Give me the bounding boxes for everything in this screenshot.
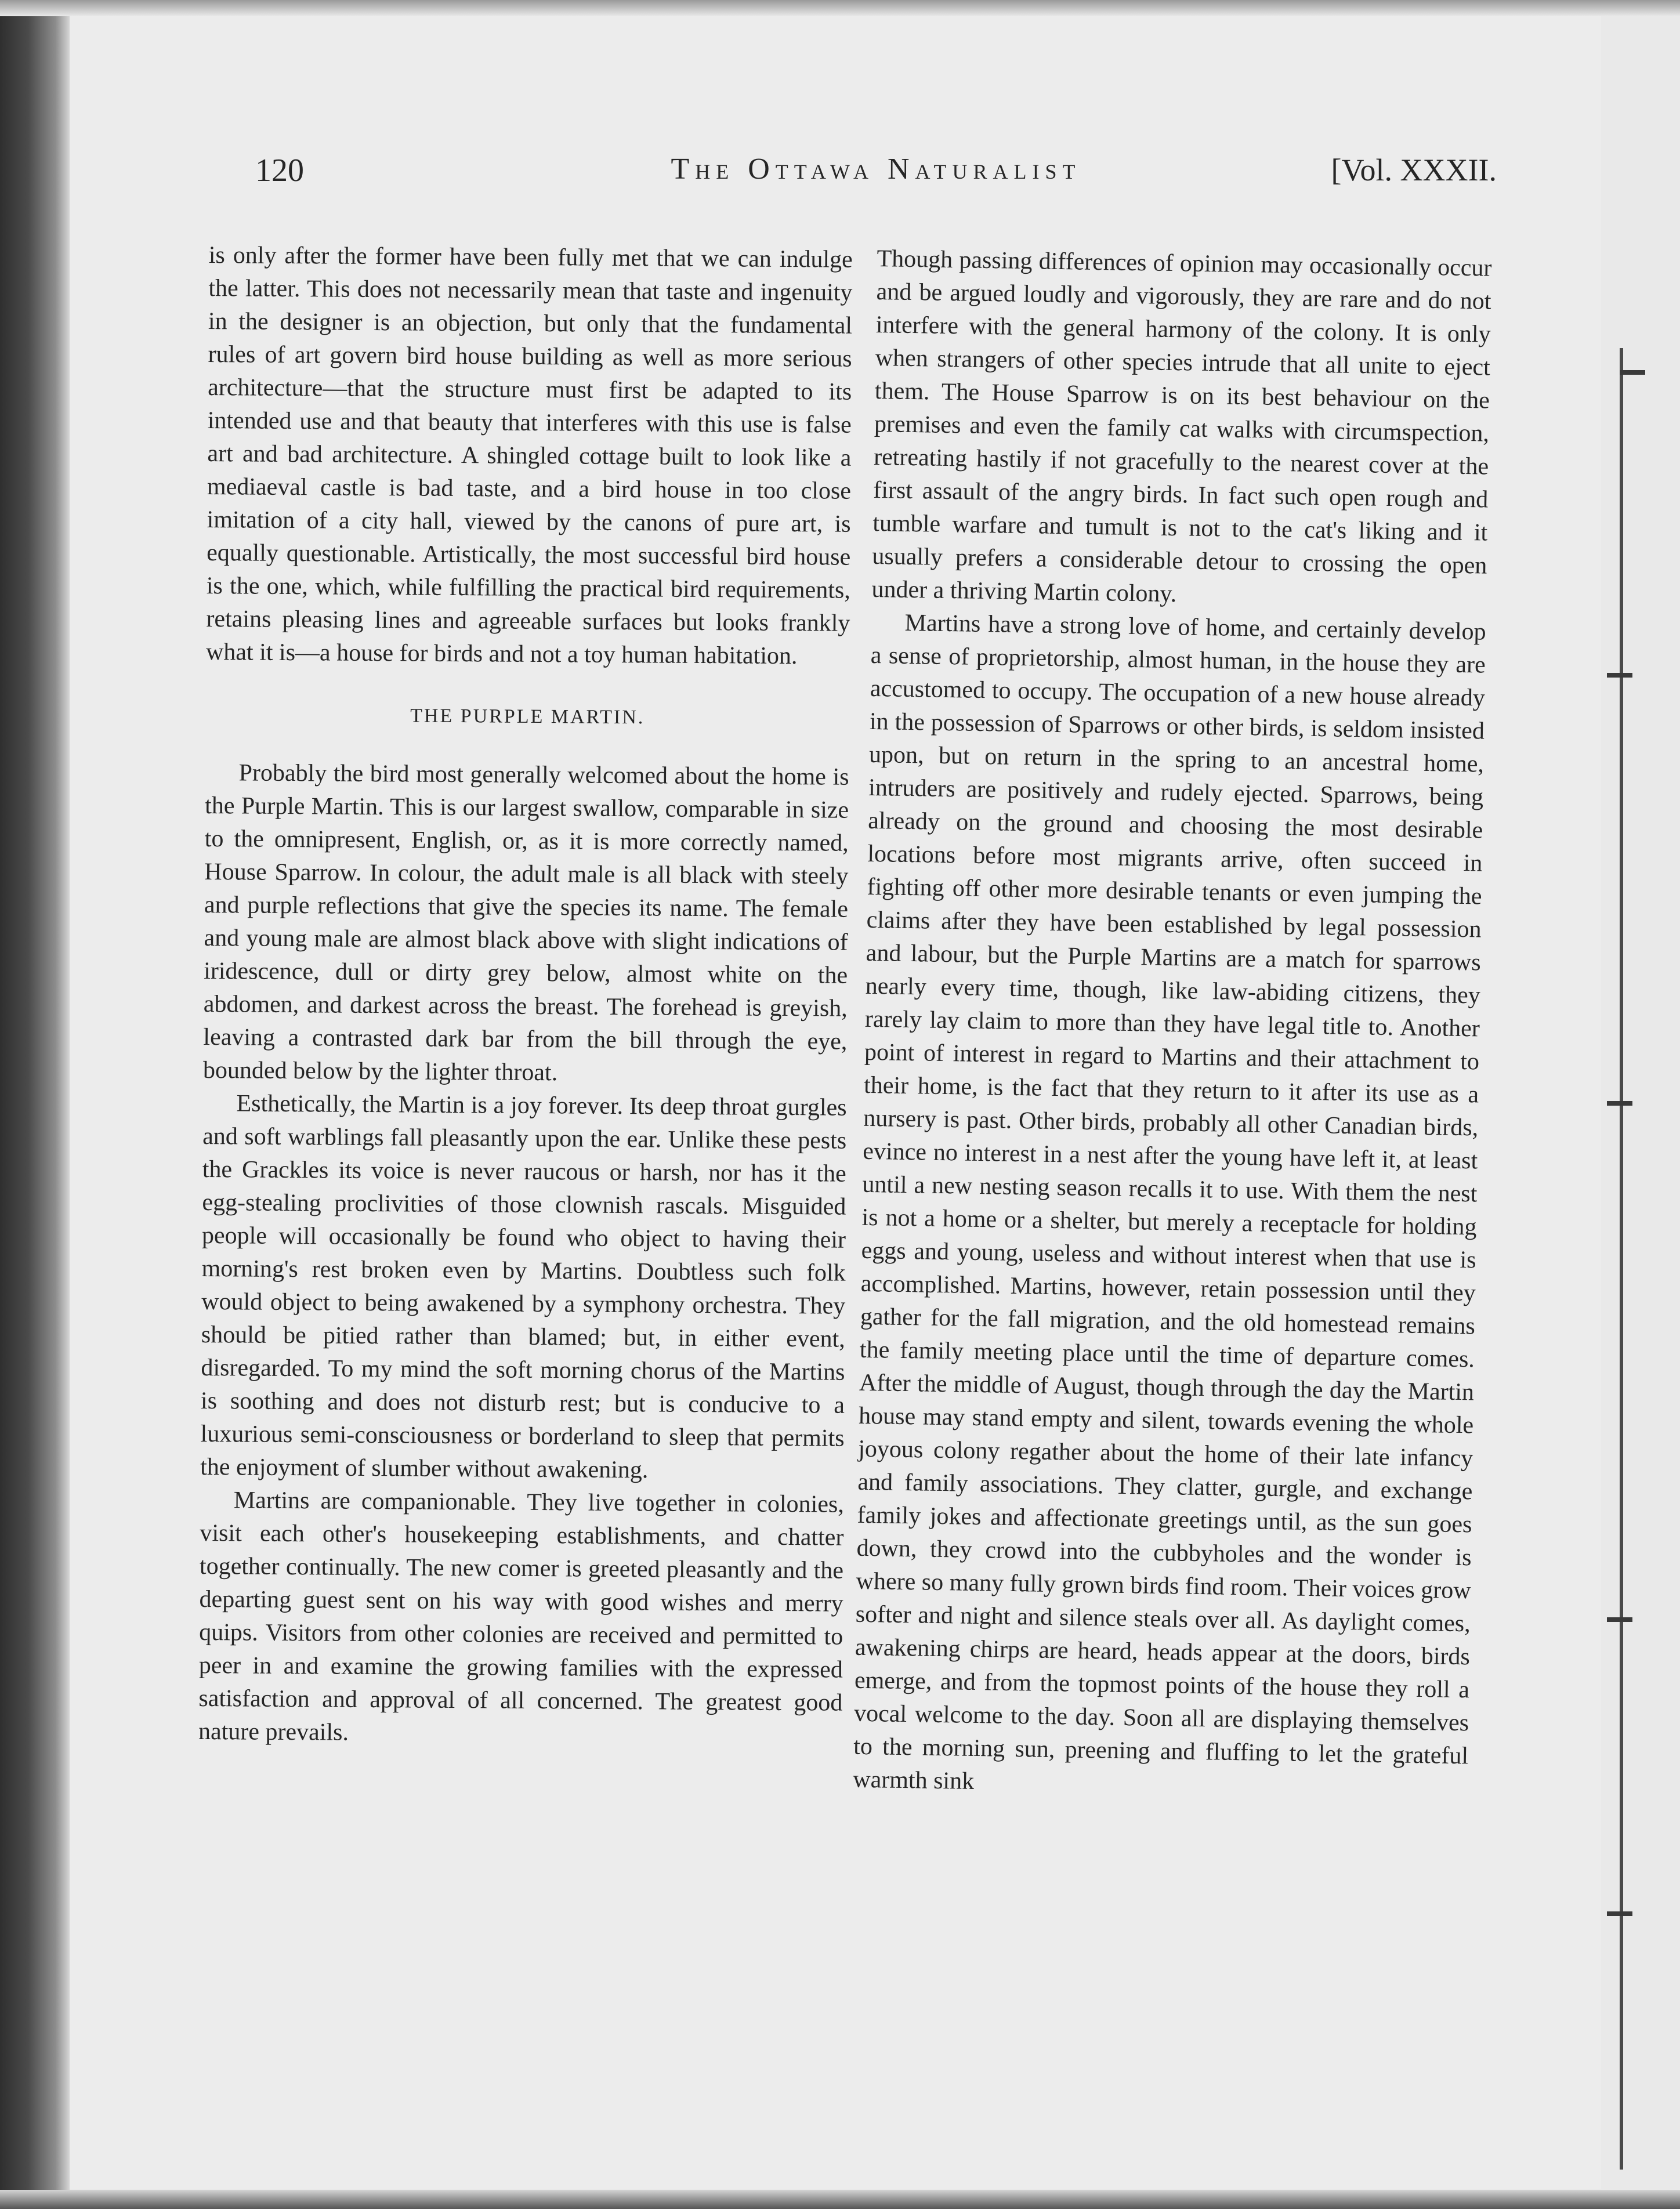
journal-title: The Ottawa Naturalist <box>671 153 1081 186</box>
paragraph: Martins have a strong love of home, and certainly develop a sense of proprietorship, almost human, in the house they are accustomed to occupy. The occupation of a new house already in the possession of Sparrows or other birds, is seldom insisted upon, but on return in the spring to an ancestral home, intruders are positively and rudely ejected. Sparrows, being already on the ground and choosing the most desirable locations before most migrants arrive, often succeed in fighting off other more desirable tenants or even jumping the claims after they have been established by legal possession and labour, but the Purple Martins are a match for sparrows nearly every time, though, like law-abiding citizens, they rarely lay claim to more than they have legal title to. Another point of interest in regard to Martins and their attachment to their home, is the fact that they return to it after its use as a nursery is past. Other birds, probably all other Canadian birds, evince no interest in a nest after the young have left it, at least until a new nesting season recalls it to use. With them the nest is not a home or a shelter, but merely a receptacle for holding eggs and young, useless and without interest when that use is accomplished. Martins, however, retain possession until they gather for the fall migration, and the old homestead remains the family meeting place until the time of departure comes. After the middle of August, though through the day the Martin house may stand empty and silent, towards evening the whole joyous colony regather about the home of their late infancy and family associations. They clatter, gurgle, and exchange family jokes and affectionate greetings until, as the sun goes down, they crowd into the cubbyholes and the wonder is where so many fully grown birds find room. Their voices grow softer and night and silence steals over all. As daylight comes, awakening chirps are heard, heads appear at the doors, birds emerge, and from the topmost points of the house they roll a vocal welcome to the day. Soon all are displaying themselves to the morning sun, preening and fluffing to let the grateful warmth sink <box>853 609 1486 1795</box>
binding-tick <box>1607 673 1632 678</box>
paragraph: Martins are companionable. They live together in colonies, visit each other's housekeeping establishments, and chatter together continually. The new comer is greeted pleasantly and the departing guest sent on his way with good wishes and merry quips. Visitors from other colonies are received and permitted to peer in and examine the growing families with the expressed satisfaction and approval of all concerned. The greatest good nature prevails. <box>198 1487 844 1746</box>
paragraph: Probably the bird most generally welcomed about the home is the Purple Martin. This is our largest swallow, comparable in size to the omnipresent, English, or, as it is more correctly named, House Sparrow. In colour, the adult male is all black with steely and purple reflections that give the species its name. The female and young male are almost black above with slight indications of iridescence, dull or dirty grey below, almost white on the abdomen, and darkest across the breast. The forehead is greyish, leaving a contrasted dark bar from the bill through the eye, bounded below by the lighter throat. <box>202 759 849 1087</box>
section-heading: THE PURPLE MARTIN. <box>410 705 645 729</box>
scan-left-edge <box>0 0 70 2209</box>
page-number: 120 <box>255 153 304 189</box>
left-column <box>198 239 853 1753</box>
binding-line <box>1620 348 1623 2170</box>
binding-tick <box>1607 1101 1632 1106</box>
paragraph: Esthetically, the Martin is a joy forever. Its deep throat gurgles and soft warblings fall pleasantly upon the ear. Unlike these pests the Grackles its voice is never raucous or harsh, nor has it the egg-stealing proclivities of those clownish rascals. Misguided people will occasionally be found who object to having their morning's rest broken even by Martins. Doubtless such folk would object to being awakened by a symphony orchestra. They should be pitied rather than blamed; but, in either event, disregarded. To my mind the soft morning chorus of the Martins is soothing and does not disturb rest; but is conducive to a luxurious semi-consciousness or borderland to sleep that permits the enjoyment of slumber without awakening. <box>200 1090 847 1484</box>
paragraph: is only after the former have been fully met that we can indulge the latter. This does not necessarily mean that taste and ingenuity in the designer is an objection, but only that the fundamental rules of art govern bird house building as well as more serious architecture—that the structure must first be adapted to its intended use and that beauty that interferes with this use is false art and bad architecture. A shingled cottage built to look like a mediaeval castle is bad taste, and a bird house in too close imitation of a city hall, viewed by the canons of pure art, is equally questionable. Artistically, the most successful bird house is the one, which, while fulfilling the practical bird requirements, retains pleasing lines and agreeable surfaces but looks frankly what it is—a house for birds and not a toy human habitation. <box>205 241 853 670</box>
right-column <box>853 242 1492 1806</box>
scan-bottom-edge <box>0 2190 1680 2209</box>
binding-tick <box>1620 370 1645 375</box>
running-head <box>255 152 1497 198</box>
binding-tick <box>1607 1911 1632 1916</box>
binding-tick <box>1607 1617 1632 1622</box>
scan-top-edge <box>0 0 1680 16</box>
paragraph: Though passing differences of opinion may occasionally occur and be argued loudly and vigorously, they are rare and do not interfere with the general harmony of the colony. It is only when strangers of other species intrude that all unite to eject them. The House Sparrow is on its best behaviour on the premises and even the family cat walks with circumspection, retreating hastily if not gracefully to the nearest cover at the first assault of the angry birds. In fact such open rough and tumble warfare and tumult is not to the cat's liking and it usually prefers a considerable detour to crossing the open under a thriving Martin colony. <box>871 245 1492 608</box>
volume-label: [Vol. XXXII. <box>1331 153 1497 187</box>
